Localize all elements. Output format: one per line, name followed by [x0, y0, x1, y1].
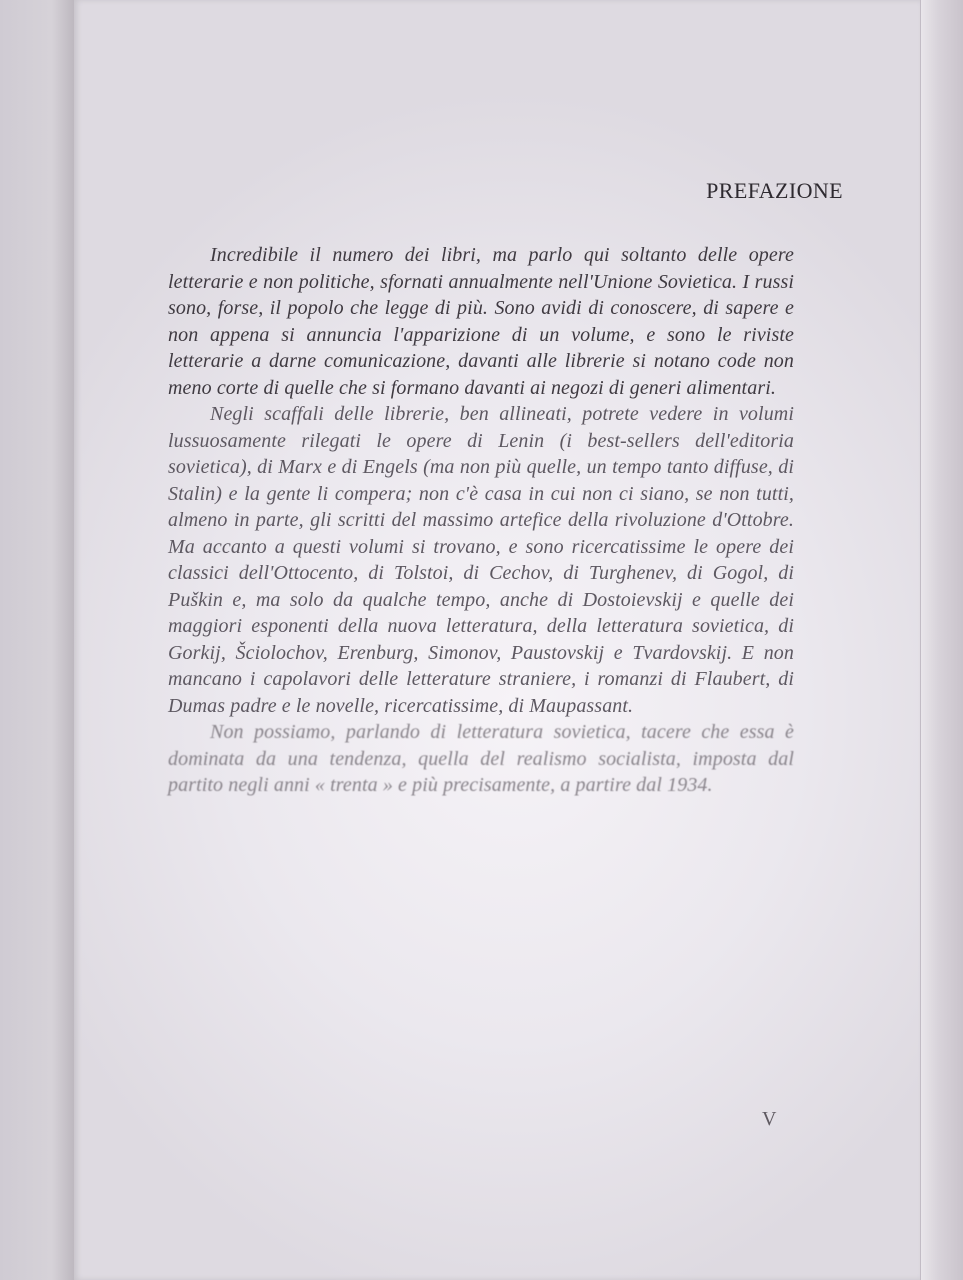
- page-edge: [920, 0, 963, 1280]
- paragraph-3: Non possiamo, parlando di letteratura sovietica, tacere che essa è dominata da una tendenza, quella del realismo socialista, imposta dal partito negli anni « trenta » e più precisamente, a partire dal 1934.: [168, 721, 794, 796]
- body-text: [168, 242, 794, 799]
- page-title: PREFAZIONE: [706, 178, 843, 203]
- paragraph-2: Negli scaffali delle librerie, ben allineati, potrete vedere in volumi lussuosamente rilegati le opere di Lenin (i best-sellers dell'editoria sovietica), di Marx e di Engels (ma non più quelle, un tempo tanto diffuse, di Stalin) e la gente li compera; non c'è casa in cui non ci siano, se non tutti, almeno in parte, gli scritti del massimo artefice della rivoluzione d'Ottobre. Ma accanto a questi volumi si trovano, e sono ricercatissime le opere dei classici dell'Ottocento, di Tolstoi, di Cechov, di Turghenev, di Gogol, di Puškin e, ma solo da qualche tempo, anche di Dostoievskij e quelle dei maggiori esponenti della nuova letteratura, della letteratura sovietica, di Gorkij, Šciolochov, Erenburg, Simonov, Paustovskij e Tvardovskij. E non mancano i capolavori delle letterature straniere, i romanzi di Flaubert, di Dumas padre e le novelle, ricercatissime, di Maupassant.: [168, 403, 794, 717]
- paragraph-1: Incredibile il numero dei libri, ma parlo qui soltanto delle opere letterarie e non politiche, sfornati annualmente nell'Unione Sovietica. I russi sono, forse, il popolo che legge di più. Sono avidi di conoscere, di sapere e non appena si annuncia l'apparizione di un volume, e sono le riviste letterarie a darne comunicazione, davanti alle librerie si notano code non meno corte di quelle che si formano davanti ai negozi di generi alimentari.: [168, 244, 794, 399]
- book-gutter: [0, 0, 74, 1280]
- page-number: V: [762, 1108, 777, 1130]
